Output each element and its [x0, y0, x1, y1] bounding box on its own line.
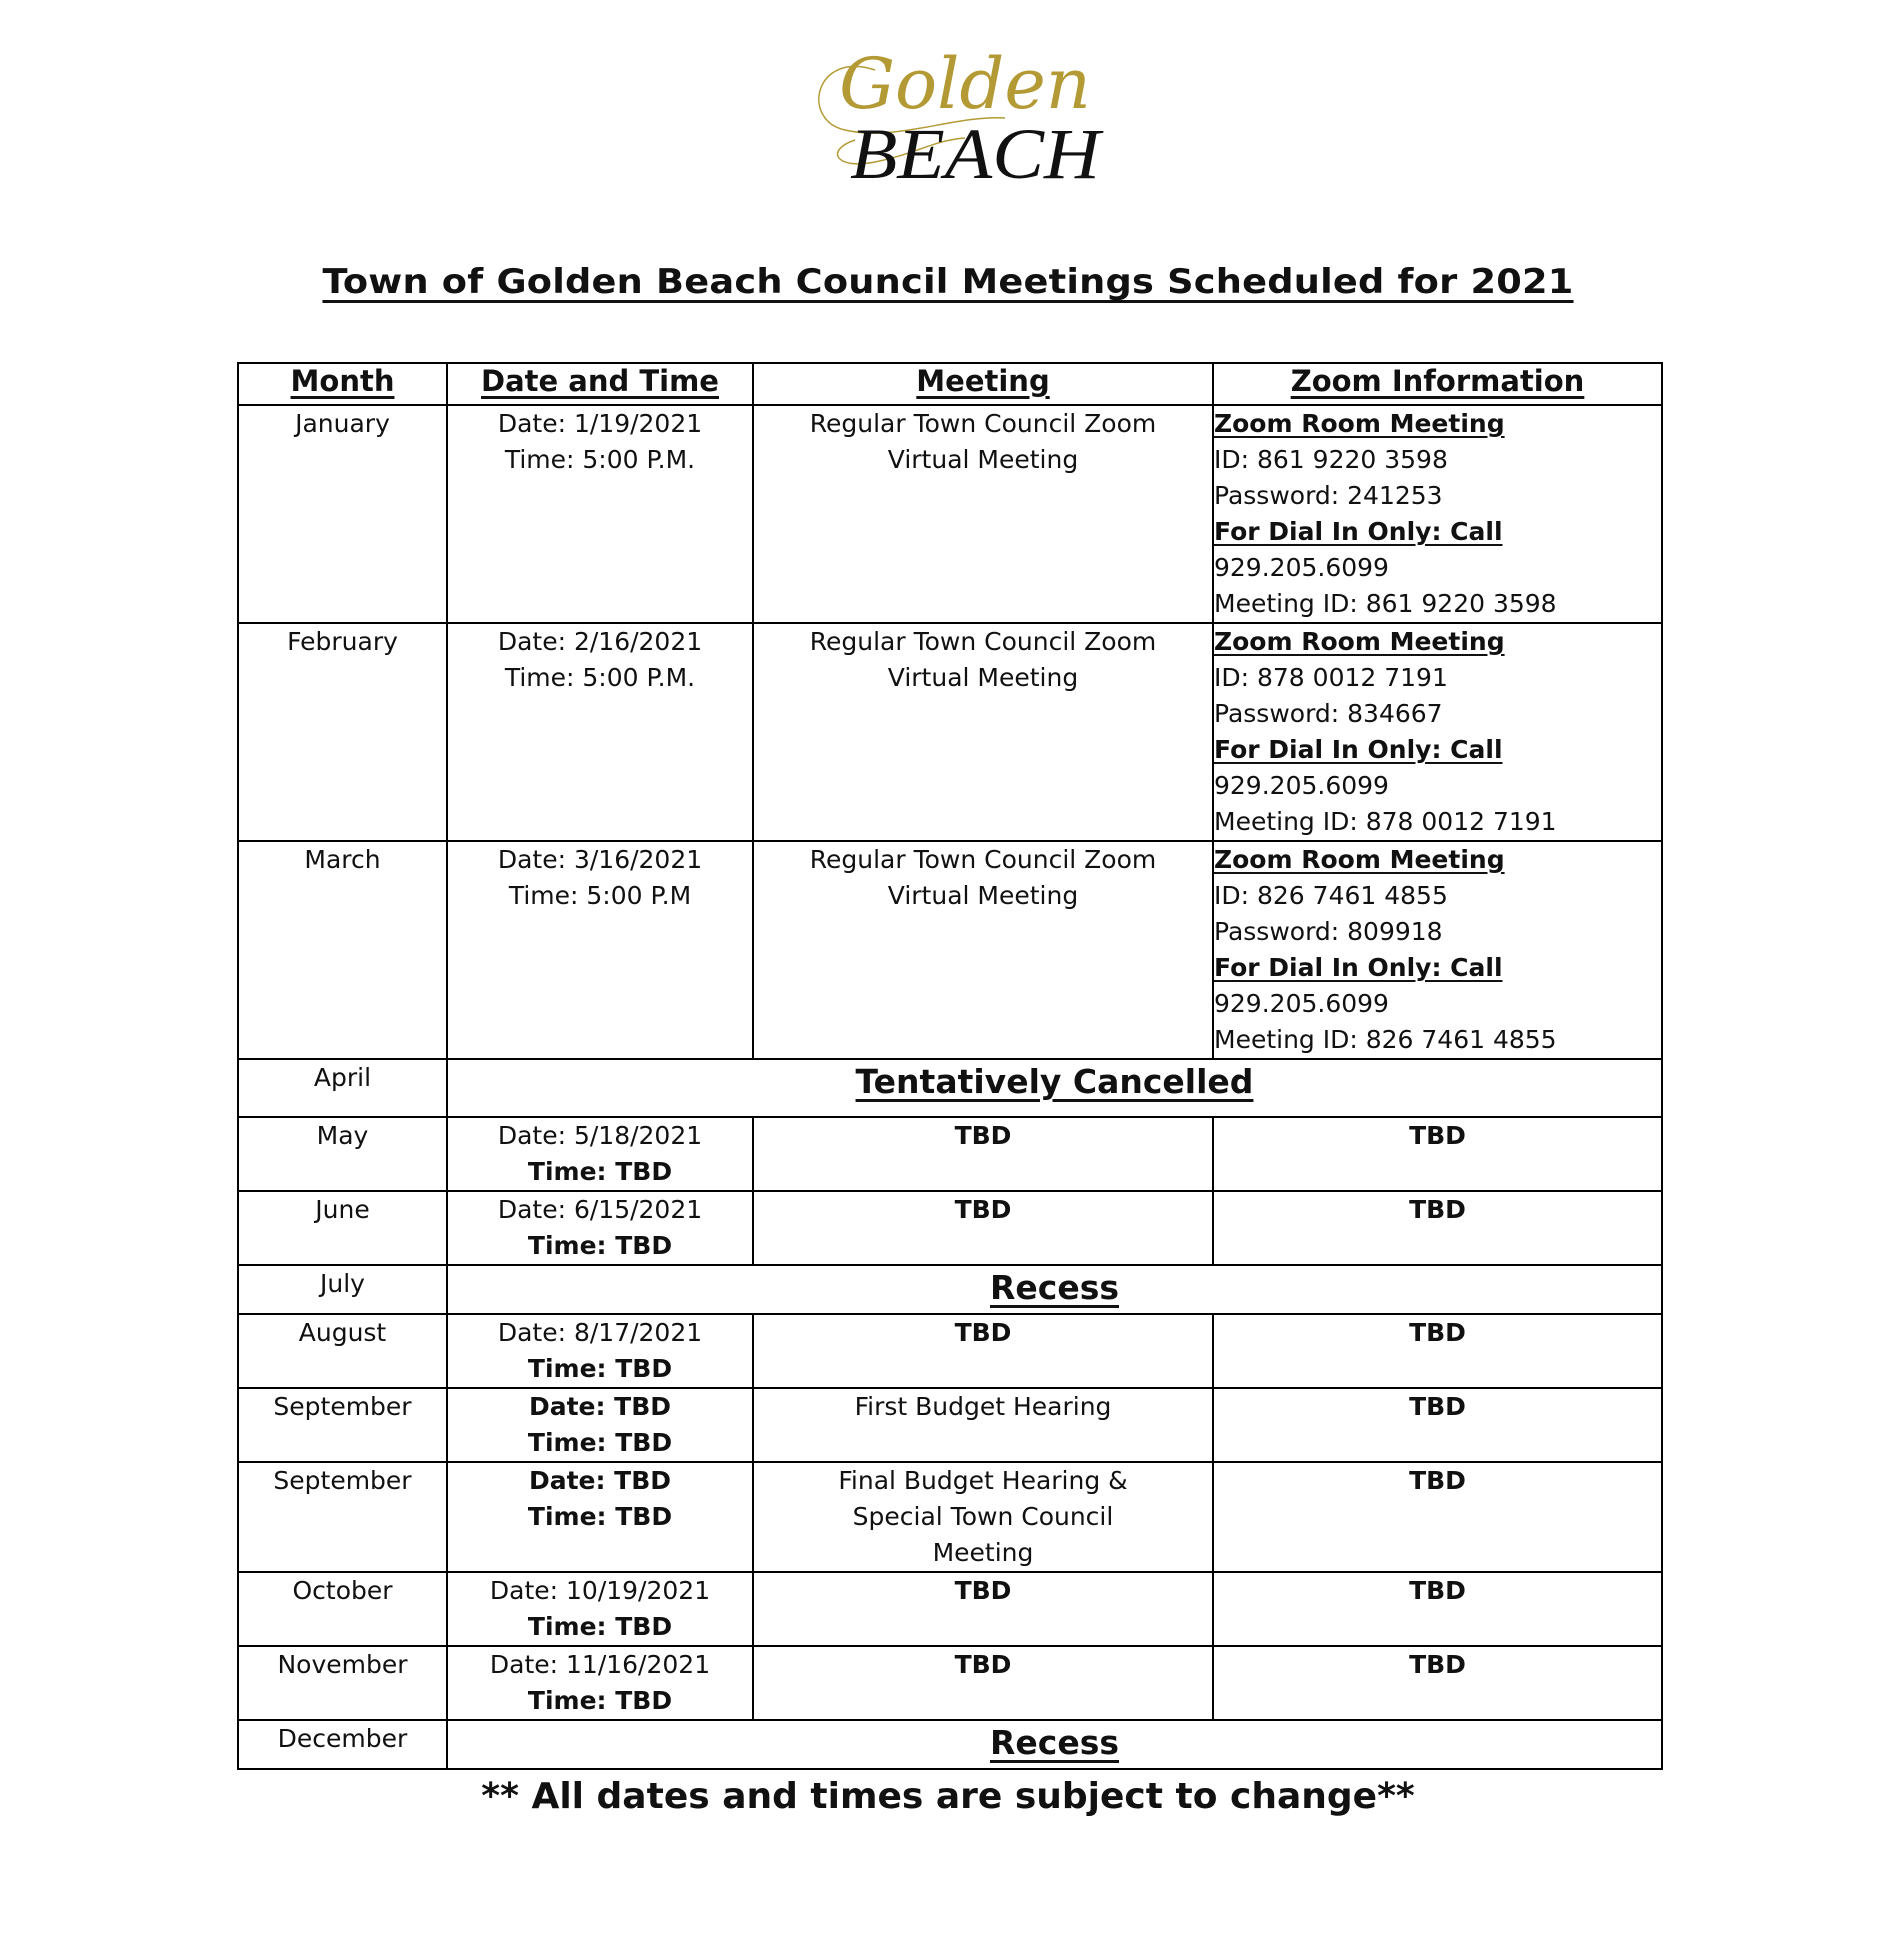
table-row — [238, 1388, 1662, 1462]
date-time-cell — [447, 623, 753, 841]
time-text: Time: TBD — [527, 1612, 673, 1641]
month-cell: September — [238, 1388, 447, 1462]
table-header-row — [238, 363, 1662, 405]
table-row — [238, 405, 1662, 623]
table-row — [238, 623, 1662, 841]
date-text: Date: TBD — [528, 1466, 672, 1495]
header-date-time: Date and Time — [447, 363, 753, 405]
date-text: Date: 3/16/2021 — [497, 845, 703, 874]
time-text: Time: TBD — [527, 1354, 673, 1383]
date-time-cell — [447, 841, 753, 1059]
zoom-info-cell: TBD — [1213, 1117, 1662, 1191]
logo-beach: BEACH — [850, 114, 1105, 190]
meeting-line: Virtual Meeting — [887, 445, 1079, 474]
meeting-cell: First Budget Hearing — [753, 1388, 1213, 1462]
zoom-id: ID: 826 7461 4855 — [1214, 881, 1448, 910]
dial-in-heading: For Dial In Only: Call — [1214, 735, 1503, 764]
month-cell: July — [238, 1265, 447, 1314]
zoom-info-cell: TBD — [1213, 1646, 1662, 1720]
zoom-password: Password: 241253 — [1214, 481, 1443, 510]
table-row — [238, 1314, 1662, 1388]
recess-cell — [447, 1265, 1662, 1314]
meeting-line: Final Budget Hearing & — [838, 1466, 1128, 1495]
meeting-line: Regular Town Council Zoom — [809, 409, 1157, 438]
meeting-cell: TBD — [753, 1314, 1213, 1388]
zoom-password: Password: 834667 — [1214, 699, 1443, 728]
meeting-cell — [753, 1462, 1213, 1572]
date-text: Date: 8/17/2021 — [497, 1318, 703, 1347]
month-cell: June — [238, 1191, 447, 1265]
month-cell: January — [238, 405, 447, 623]
meeting-cell — [753, 623, 1213, 841]
zoom-room-heading: Zoom Room Meeting — [1214, 845, 1505, 874]
time-text: Time: 5:00 P.M. — [504, 663, 696, 692]
date-time-cell — [447, 1191, 753, 1265]
date-text: Date: 11/16/2021 — [489, 1650, 711, 1679]
logo-graphic — [805, 30, 1115, 190]
date-text: Date: TBD — [528, 1392, 672, 1421]
zoom-info-cell — [1213, 841, 1662, 1059]
month-cell: February — [238, 623, 447, 841]
time-text: Time: TBD — [527, 1157, 673, 1186]
logo-golden: Golden — [839, 43, 1091, 125]
time-text: Time: TBD — [527, 1502, 673, 1531]
meeting-cell: TBD — [753, 1191, 1213, 1265]
meeting-line: Regular Town Council Zoom — [809, 845, 1157, 874]
date-text: Date: 2/16/2021 — [497, 627, 703, 656]
date-text: Date: 10/19/2021 — [489, 1576, 711, 1605]
time-text: Time: 5:00 P.M — [508, 881, 692, 910]
disclaimer-footer: ** All dates and times are subject to change** — [481, 1776, 1415, 1817]
month-cell: November — [238, 1646, 447, 1720]
table-row — [238, 1117, 1662, 1191]
date-time-cell — [447, 1572, 753, 1646]
table-row — [238, 1191, 1662, 1265]
zoom-info-cell — [1213, 405, 1662, 623]
date-time-cell — [447, 1388, 753, 1462]
table-row — [238, 1462, 1662, 1572]
zoom-info-cell: TBD — [1213, 1314, 1662, 1388]
month-cell: August — [238, 1314, 447, 1388]
meeting-cell: TBD — [753, 1646, 1213, 1720]
zoom-id: ID: 861 9220 3598 — [1214, 445, 1448, 474]
zoom-info-cell: TBD — [1213, 1572, 1662, 1646]
zoom-info-cell: TBD — [1213, 1191, 1662, 1265]
page-title-text: Town of Golden Beach Council Meetings Scheduled for 2021 — [322, 262, 1574, 302]
date-time-cell — [447, 405, 753, 623]
table-row — [238, 841, 1662, 1059]
date-time-cell — [447, 1462, 753, 1572]
header-month: Month — [238, 363, 447, 405]
zoom-info-cell — [1213, 623, 1662, 841]
meeting-line: Meeting — [932, 1538, 1034, 1567]
dial-in-phone: 929.205.6099 — [1214, 553, 1389, 582]
recess-cell — [447, 1720, 1662, 1769]
meeting-cell: TBD — [753, 1117, 1213, 1191]
month-cell: May — [238, 1117, 447, 1191]
status-text: Recess — [989, 1268, 1120, 1307]
month-cell: September — [238, 1462, 447, 1572]
time-text: Time: TBD — [527, 1428, 673, 1457]
time-text: Time: TBD — [527, 1231, 673, 1260]
dial-in-heading: For Dial In Only: Call — [1214, 517, 1503, 546]
header-zoom-info: Zoom Information — [1213, 363, 1662, 405]
dial-in-meeting-id: Meeting ID: 861 9220 3598 — [1214, 589, 1557, 618]
meeting-line: Virtual Meeting — [887, 881, 1079, 910]
dial-in-meeting-id: Meeting ID: 826 7461 4855 — [1214, 1025, 1557, 1054]
month-cell: October — [238, 1572, 447, 1646]
tentatively-cancelled-cell — [447, 1059, 1662, 1117]
meeting-cell: TBD — [753, 1572, 1213, 1646]
meeting-line: Regular Town Council Zoom — [809, 627, 1157, 656]
date-time-cell — [447, 1646, 753, 1720]
zoom-room-heading: Zoom Room Meeting — [1214, 409, 1505, 438]
table-row — [238, 1059, 1662, 1117]
table-row — [238, 1720, 1662, 1769]
date-text: Date: 6/15/2021 — [497, 1195, 703, 1224]
table-row — [238, 1572, 1662, 1646]
dial-in-phone: 929.205.6099 — [1214, 771, 1389, 800]
page-title — [0, 262, 1896, 302]
table-row — [238, 1265, 1662, 1314]
header-meeting: Meeting — [753, 363, 1213, 405]
dial-in-meeting-id: Meeting ID: 878 0012 7191 — [1214, 807, 1557, 836]
zoom-room-heading: Zoom Room Meeting — [1214, 627, 1505, 656]
table-row — [238, 1646, 1662, 1720]
zoom-password: Password: 809918 — [1214, 917, 1443, 946]
date-time-cell — [447, 1117, 753, 1191]
zoom-id: ID: 878 0012 7191 — [1214, 663, 1448, 692]
meeting-cell — [753, 841, 1213, 1059]
dial-in-phone: 929.205.6099 — [1214, 989, 1389, 1018]
zoom-info-cell: TBD — [1213, 1388, 1662, 1462]
date-text: Date: 5/18/2021 — [497, 1121, 703, 1150]
golden-beach-logo — [805, 30, 1115, 190]
dial-in-heading: For Dial In Only: Call — [1214, 953, 1503, 982]
meeting-line: Virtual Meeting — [887, 663, 1079, 692]
month-cell: December — [238, 1720, 447, 1769]
status-text: Recess — [989, 1723, 1120, 1762]
zoom-info-cell: TBD — [1213, 1462, 1662, 1572]
time-text: Time: TBD — [527, 1686, 673, 1715]
time-text: Time: 5:00 P.M. — [504, 445, 696, 474]
date-text: Date: 1/19/2021 — [497, 409, 703, 438]
month-cell: April — [238, 1059, 447, 1117]
meeting-schedule-table — [237, 362, 1663, 1770]
meeting-line: Special Town Council — [852, 1502, 1114, 1531]
month-cell: March — [238, 841, 447, 1059]
date-time-cell — [447, 1314, 753, 1388]
status-text: Tentatively Cancelled — [855, 1062, 1254, 1101]
meeting-cell — [753, 405, 1213, 623]
